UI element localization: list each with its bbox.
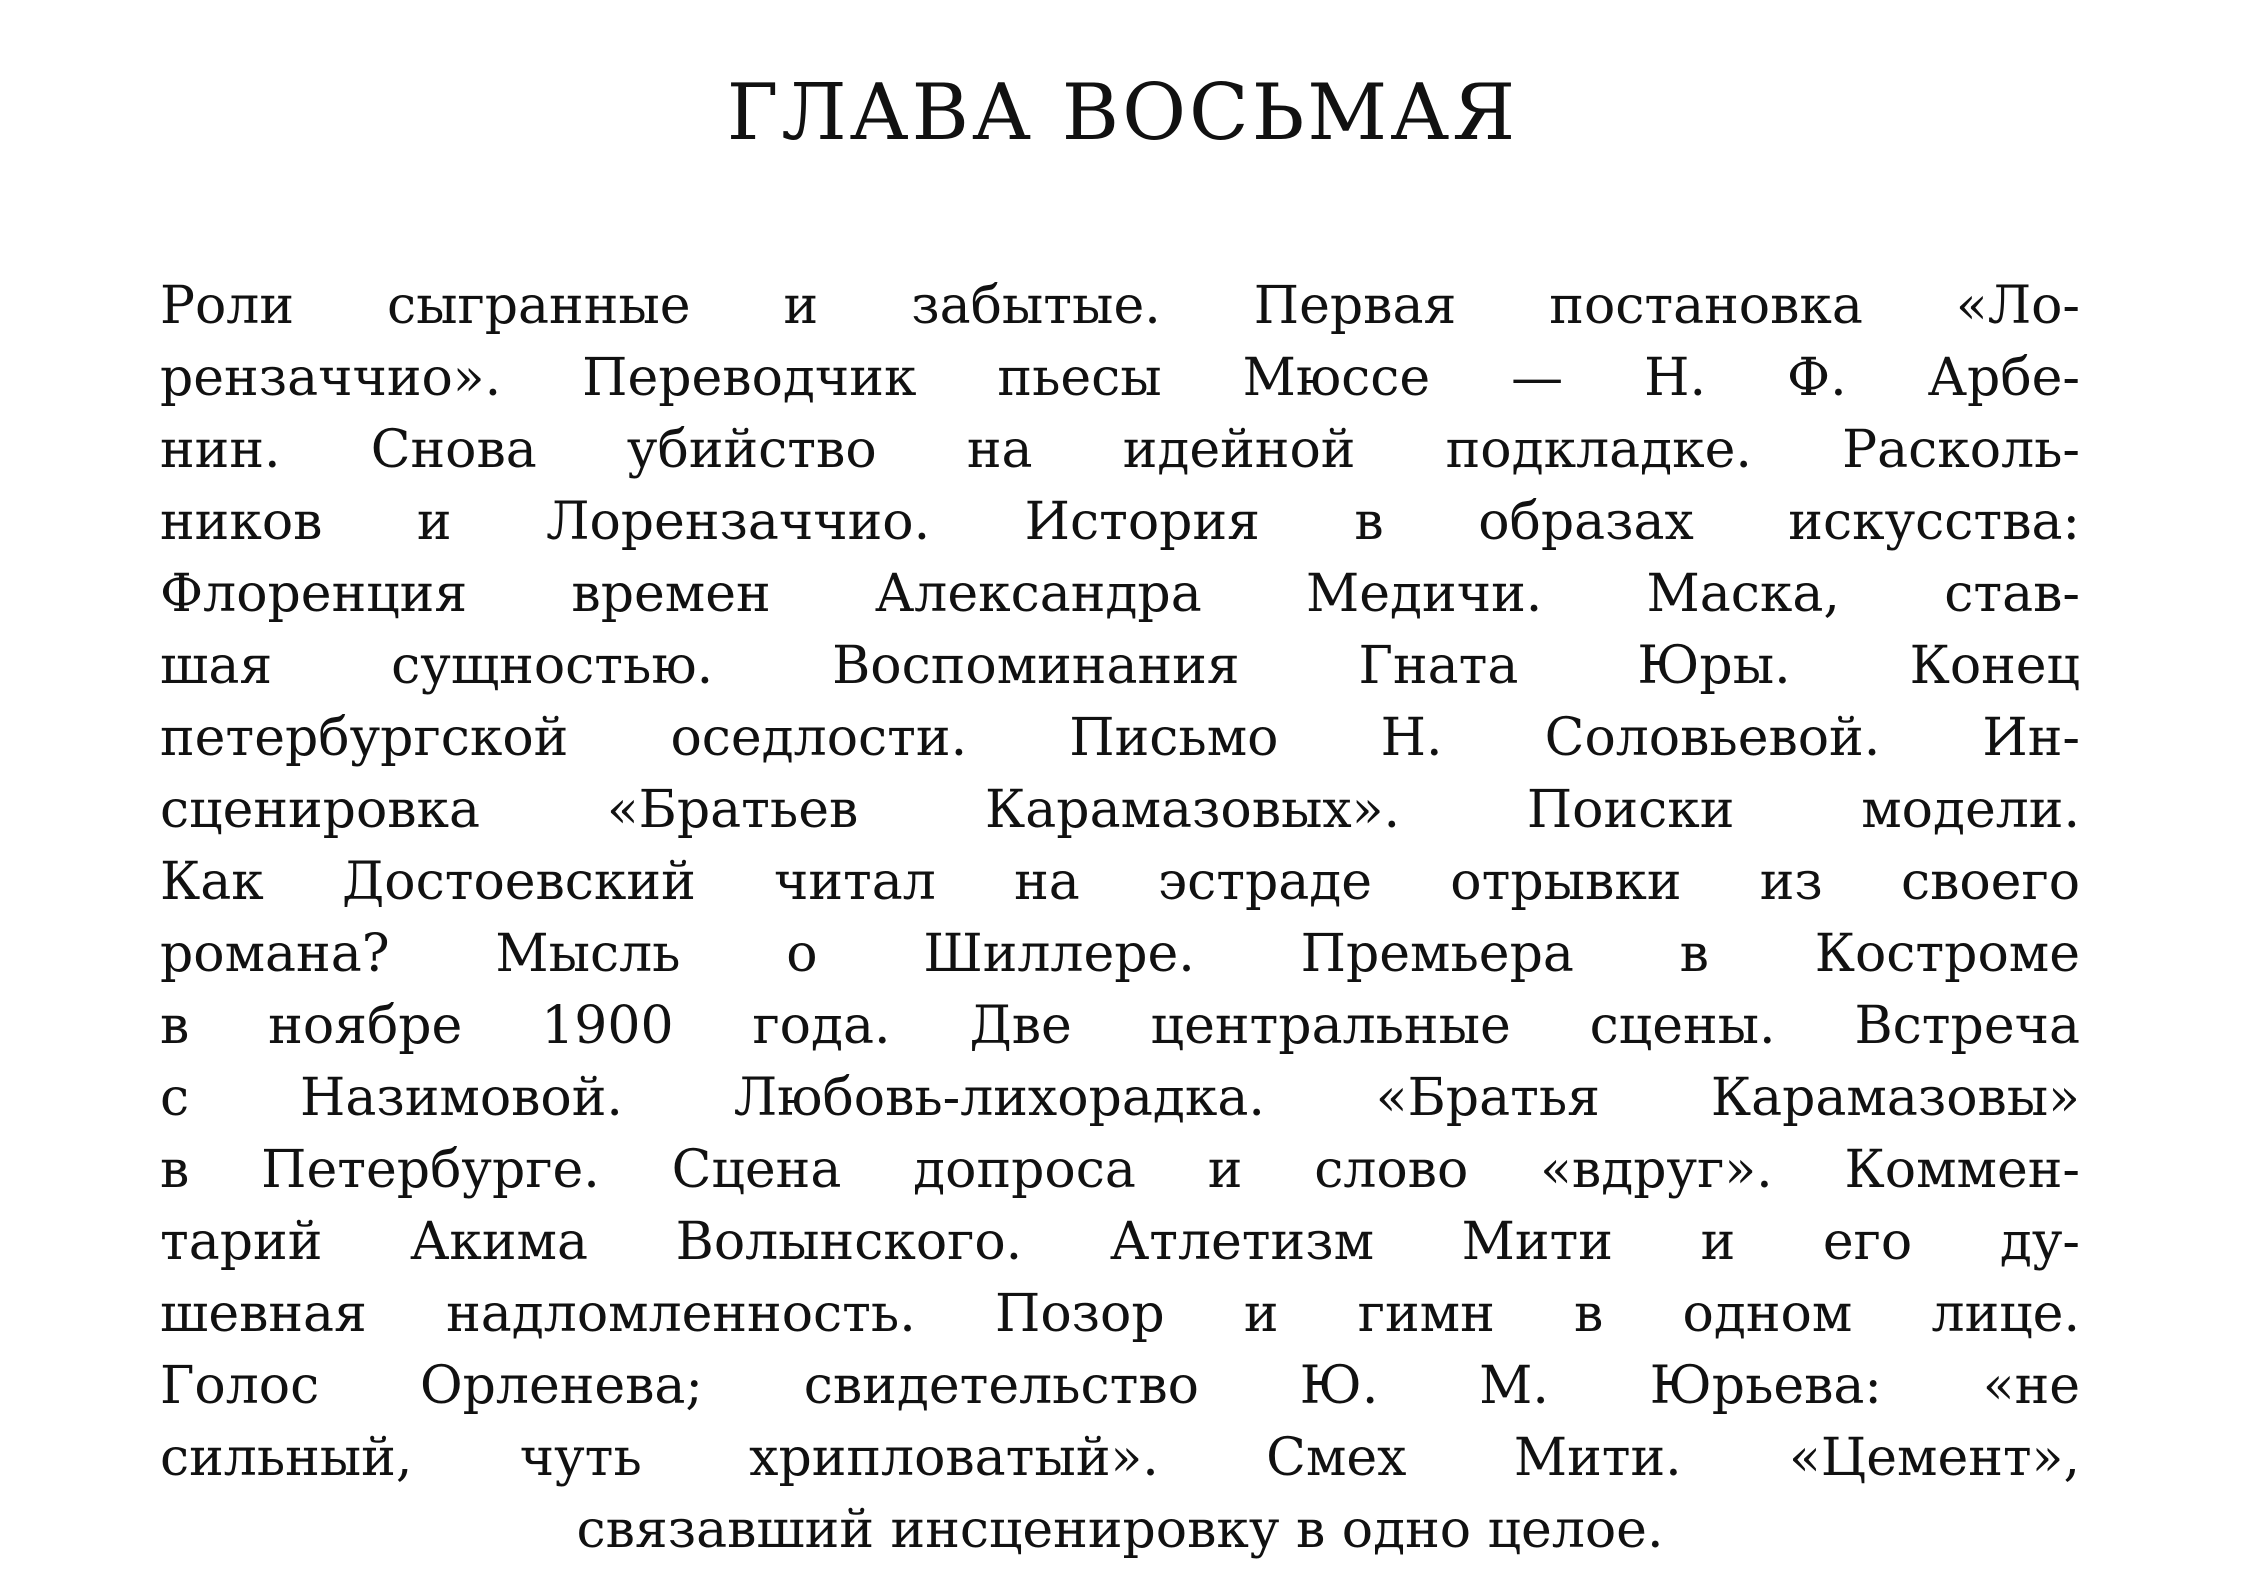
summary-line-last: связавший инсценировку в одно целое. [576, 1500, 1664, 1560]
summary-line: нин. Снова убийство на идейной подкладке. Расколь- [160, 420, 2080, 480]
summary-line: ников и Лорензаччио. История в образах искусства: [160, 492, 2080, 552]
summary-line: Голос Орленева; свидетельство Ю. М. Юрьева: «не [160, 1356, 2080, 1416]
summary-line: Флоренция времен Александра Медичи. Маска, став- [160, 564, 2080, 624]
summary-line: сильный, чуть хрипловатый». Смех Мити. «Цемент», [160, 1428, 2080, 1488]
summary-line: в Петербурге. Сцена допроса и слово «вдруг». Коммен- [160, 1140, 2080, 1200]
summary-line: Роли сыгранные и забытые. Первая постановка «Ло- [160, 276, 2080, 336]
chapter-summary [160, 270, 2080, 1566]
summary-line: петербургской оседлости. Письмо Н. Соловьевой. Ин- [160, 708, 2080, 768]
summary-line: с Назимовой. Любовь-лихорадка. «Братья Карамазовы» [160, 1068, 2080, 1128]
chapter-title: ГЛАВА ВОСЬМАЯ [726, 68, 1519, 158]
summary-line: сценировка «Братьев Карамазовых». Поиски модели. [160, 780, 2080, 840]
summary-line: романа? Мысль о Шиллере. Премьера в Костроме [160, 924, 2080, 984]
summary-line: Как Достоевский читал на эстраде отрывки из своего [160, 852, 2080, 912]
summary-line: шая сущностью. Воспоминания Гната Юры. Конец [160, 636, 2080, 696]
summary-line: в ноябре 1900 года. Две центральные сцены. Встреча [160, 996, 2080, 1056]
summary-line: шевная надломленность. Позор и гимн в одном лице. [160, 1284, 2080, 1344]
summary-line: рензаччио». Переводчик пьесы Мюссе — Н. Ф. Арбе- [160, 348, 2080, 408]
summary-line: тарий Акима Волынского. Атлетизм Мити и его ду- [160, 1212, 2080, 1272]
